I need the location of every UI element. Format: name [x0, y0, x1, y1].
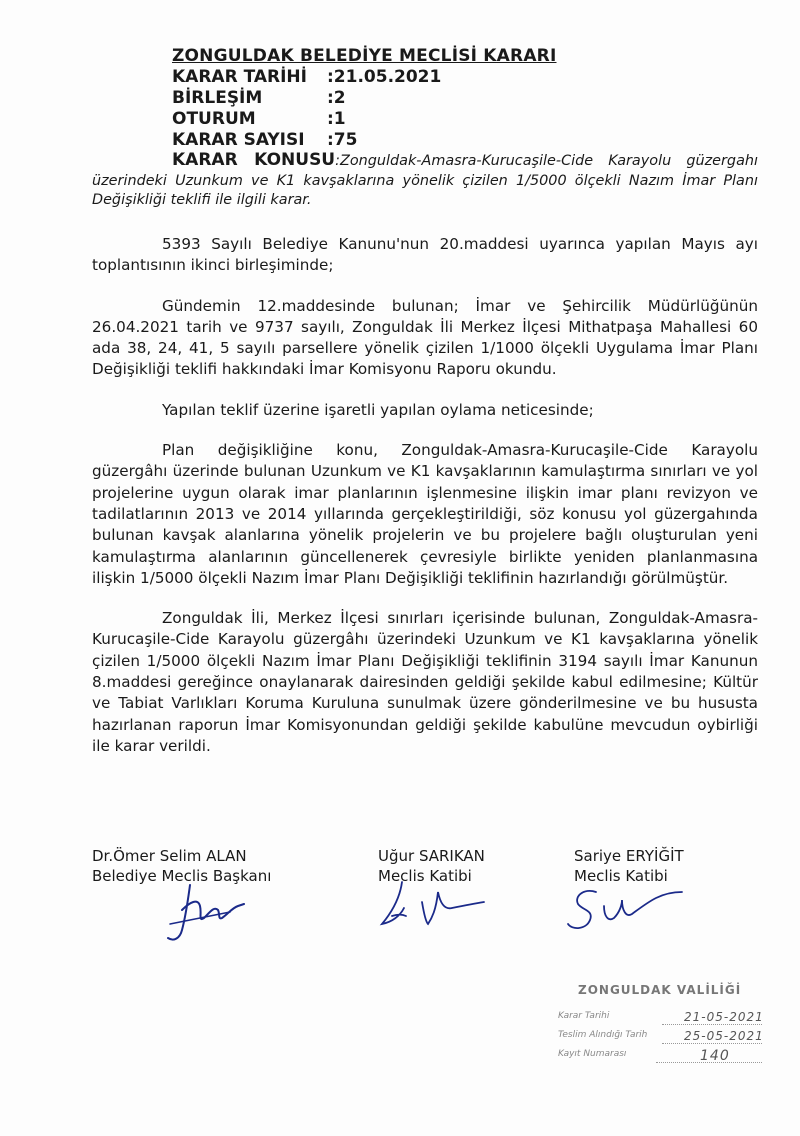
header-key: OTURUM	[172, 109, 256, 129]
stamp-value: 25-05-2021	[684, 1029, 764, 1043]
document-title: ZONGULDAK BELEDİYE MECLİSİ KARARI	[172, 46, 557, 66]
header-value: :2	[327, 88, 346, 108]
header-row-date	[172, 67, 732, 88]
stamp-label: Kayıt Numarası	[558, 1049, 627, 1059]
receipt-stamp	[552, 983, 777, 1103]
signer-name: Dr.Ömer Selim ALAN	[92, 847, 247, 865]
body-paragraph: 5393 Sayılı Belediye Kanunu'nun 20.maddesi uyarınca yapılan Mayıs ayı toplantısının ikinci birleşiminde;	[92, 235, 758, 275]
header-value: :21.05.2021	[327, 67, 442, 87]
body-paragraph: Zonguldak İli, Merkez İlçesi sınırları içerisinde bulunan, Zonguldak-Amasra-Kurucaşile-Cide Karayolu güzergâhı üzerindeki Uzunkum ve K1 kavşaklarına yönelik çizilen 1/5000 ölçekli Nazım İmar Planı Değişikliği teklifinin 3194 sayılı İmar Kanunun 8.maddesi gereğince onaylanarak dairesinden geldiği şekilde kabul edilmesine; Kültür ve Tabiat Varlıkları Koruma Kuruluna sunulmak üzere gönderilmesine ve bu hususta hazırlanan raporun İmar Komisyonundan geldiği şekilde kabulüne mevcudun oybirliği ile karar verildi.	[92, 609, 758, 755]
body-paragraph: Plan değişikliğine konu, Zonguldak-Amasra-Kurucaşile-Cide Karayolu güzergâhı üzerinde bulunan Uzunkum ve K1 kavşaklarının kamulaştırma sınırları ve yol projelerine uygun olarak imar planlarının işlenmesine ilişkin imar planı revizyon ve tadilatlarının 2013 ve 2014 yıllarında gerçekleştirildiği, söz konusu yol güzergahında bulunan kavşak alanlarına yönelik projelerin ve bu projelere bağlı oluşturulan yeni kamulaştırma alanlarının güncellenerek çevresiyle birlikte yeniden planlanmasına ilişkin 1/5000 ölçekli Nazım İmar Planı Değişikliği teklifinin hazırlandığı görülmüştür.	[92, 441, 758, 587]
subject-key: KARAR KONUSU	[172, 150, 336, 170]
header-key: KARAR TARİHİ	[172, 67, 307, 87]
signer-name: Uğur SARIKAN	[378, 847, 485, 865]
stamp-value: 140	[700, 1048, 730, 1064]
stamp-title: ZONGULDAK VALİLİĞİ	[578, 983, 742, 997]
header-row-session	[172, 88, 732, 109]
body-paragraph: Gündemin 12.maddesinde bulunan; İmar ve Şehircilik Müdürlüğünün 26.04.2021 tarih ve 9737 sayılı, Zonguldak İli Merkez İlçesi Mithatpaşa Mahallesi 60 ada 38, 24, 41, 5 sayılı parsellere yönelik çizilen 1/1000 ölçekli Uygulama İmar Planı Değişikliği teklifi hakkındaki İmar Komisyonu Raporu okundu.	[92, 296, 758, 379]
subject-value: :Zonguldak-Amasra-Kurucaşile-Cide Karayolu güzergahı üzerindeki Uzunkum ve K1 kavşaklarına yönelik çizilen 1/5000 ölçekli Nazım İmar Planı Değişikliği teklifi ile ilgili karar.	[92, 153, 759, 208]
signer-title: Belediye Meclis Başkanı	[92, 867, 272, 885]
stamp-label: Teslim Alındığı Tarih	[558, 1030, 648, 1040]
decision-subject	[92, 151, 758, 211]
stamp-label: Karar Tarihi	[558, 1011, 610, 1021]
header-key: KARAR SAYISI	[172, 130, 305, 150]
decision-header	[172, 46, 732, 151]
decision-body	[92, 234, 758, 776]
signature-mark-clerk-2	[560, 880, 710, 940]
signature-mark-clerk-1	[372, 872, 502, 942]
header-value: :75	[327, 130, 358, 150]
header-key: BİRLEŞİM	[172, 88, 263, 108]
stamp-value: 21-05-2021	[684, 1010, 764, 1024]
body-paragraph: Yapılan teklif üzerine işaretli yapılan oylama neticesinde;	[162, 400, 594, 419]
signer-title: Meclis Katibi	[378, 867, 472, 885]
signature-mark-president	[160, 880, 270, 950]
signer-name: Sariye ERYİĞİT	[574, 847, 684, 865]
signer-title: Meclis Katibi	[574, 867, 668, 885]
header-value: :1	[327, 109, 346, 129]
header-row-sitting	[172, 109, 732, 130]
header-row-number	[172, 130, 732, 151]
